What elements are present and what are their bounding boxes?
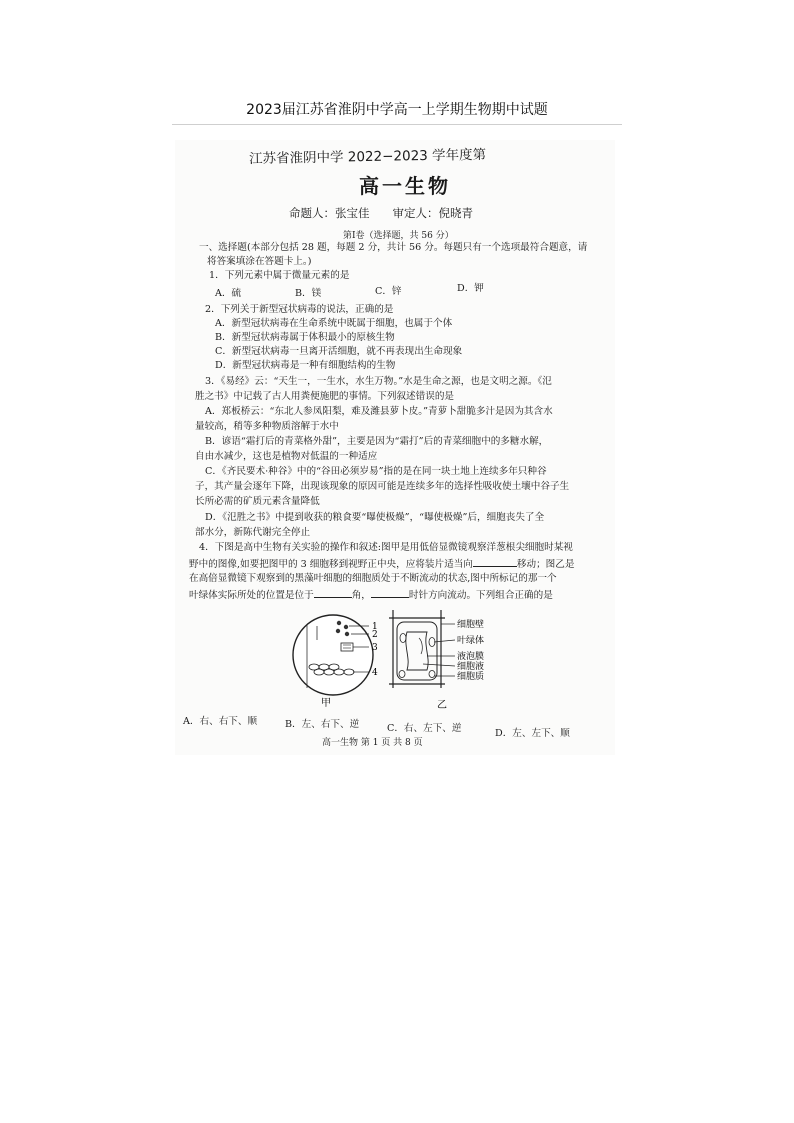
yi-label-cell-sap: 细胞液: [457, 662, 485, 672]
yi-label-chloroplast: 叶绿体: [457, 636, 485, 646]
figure-yi: [389, 610, 484, 710]
q3-option-a-1: A．郑板桥云：“东北人参凤阳梨，难及潍县萝卜皮。”青萝卜甜脆多汁是因为其含水: [205, 406, 553, 417]
q4-blank-3: [371, 588, 409, 598]
yi-label-cell-wall: 细胞壁: [457, 620, 485, 630]
q4-blank-1: [473, 557, 517, 567]
section-heading: 第Ⅰ卷（选择题，共 56 分）: [343, 231, 454, 241]
q4-line-3: 在高倍显微镜下观察到的黑藻叶细胞的细胞质处于不断流动的状态,图中所标记的那一个: [189, 573, 557, 584]
q1-option-c: C．锌: [375, 286, 402, 297]
q2-option-c: C．新型冠状病毒一旦离开活细胞，就不再表现出生命现象: [215, 346, 463, 357]
yi-caption: 乙: [437, 700, 447, 710]
q4-line-2: 野中的图像,如要把图甲的 3 细胞移到视野正中央，应将装片适当向 移动；图乙是: [189, 559, 575, 570]
scanned-exam-page: [175, 140, 615, 755]
jia-label-3: 3: [372, 643, 378, 653]
q1-option-b: B．镁: [295, 288, 322, 299]
q2-stem: 2．下列关于新型冠状病毒的说法，正确的是: [205, 304, 394, 315]
instruction-line-1: 一、选择题(本部分包括 28 题，每题 2 分，共计 56 分。每题只有一个选项最符合题意，请: [199, 242, 588, 253]
exam-subject: 高一生物: [359, 174, 451, 198]
q4-line-1: 4．下图是高中生物有关实验的操作和叙述:图甲是用低倍显微镜观察洋葱根尖细胞时某视: [199, 542, 573, 553]
q3-line-1: 3．《易经》云：“天生一，一生水，水生万物。”水是生命之源，也是文明之源。《氾: [205, 376, 552, 387]
q3-option-c-1: C．《齐民要术·种谷》中的“谷田必须岁易”指的是在同一块土地上连续多年只种谷: [205, 466, 547, 477]
q1-stem: 1．下列元素中属于微量元素的是: [209, 270, 350, 281]
q4-figure: [175, 610, 615, 710]
q3-line-2: 胜之书》中记载了古人用粪便施肥的事情。下列叙述错误的是: [195, 391, 455, 402]
document-title: 2023届江苏省淮阴中学高一上学期生物期中试题: [246, 102, 548, 118]
title-divider: [172, 124, 622, 125]
q4-option-b: B．左、右下、逆: [285, 719, 360, 730]
q2-option-a: A．新型冠状病毒在生命系统中既属于细胞，也属于个体: [215, 318, 453, 329]
q4-line-4: 叶绿体实际所处的位置是位于 角， 时针方向流动。下列组合正确的是: [189, 590, 553, 601]
jia-label-1: 1: [372, 622, 378, 632]
yi-label-cytoplasm: 细胞质: [457, 672, 485, 682]
jia-label-4: 4: [372, 668, 378, 678]
q3-option-d-2: 部水分，新陈代谢完全停止: [195, 527, 311, 538]
q1-option-d: D．钾: [457, 283, 484, 294]
q4-option-c: C．右、左下、逆: [387, 723, 462, 734]
school-line: 江苏省淮阴中学 2022−2023 学年度第: [248, 146, 487, 168]
jia-label-2: 2: [372, 630, 378, 640]
q3-option-b-1: B．谚语“霜打后的青菜格外甜”，主要是因为“霜打”后的青菜细胞中的多糖水解，: [205, 436, 549, 447]
q2-option-d: D．新型冠状病毒是一种有细胞结构的生物: [215, 360, 396, 371]
instruction-line-2: 将答案填涂在答题卡上。): [207, 256, 312, 267]
q2-option-b: B．新型冠状病毒属于体积最小的原核生物: [215, 332, 395, 343]
q3-option-a-2: 量较高，稍等多种物质溶解于水中: [195, 421, 339, 432]
figure-jia: [293, 615, 378, 709]
q3-option-c-2: 子，其产量会逐年下降，出现该现象的原因可能是连续多年的选择性吸收使土壤中谷子生: [195, 481, 570, 492]
q3-option-d-1: D．《氾胜之书》中提到收获的粮食要“曝使极燥”，“曝使极燥”后，细胞丧失了全: [205, 512, 545, 523]
q4-option-a: A．右、右下、顺: [183, 716, 258, 727]
exam-authors: 命题人：张宝佳 审定人：倪晓青: [289, 206, 473, 220]
q1-option-a: A．硫: [215, 288, 242, 299]
jia-caption: 甲: [321, 698, 331, 709]
page-footer: 高一生物 第 1 页 共 8 页: [322, 738, 423, 748]
q3-option-b-2: 自由水减少，这也是植物对低温的一种适应: [195, 451, 378, 462]
q4-blank-2: [314, 588, 352, 598]
q4-option-d: D．左、左下、顺: [495, 728, 570, 739]
q3-option-c-3: 长所必需的矿质元素含量降低: [195, 496, 320, 507]
yi-label-tonoplast: 液泡膜: [457, 652, 485, 662]
